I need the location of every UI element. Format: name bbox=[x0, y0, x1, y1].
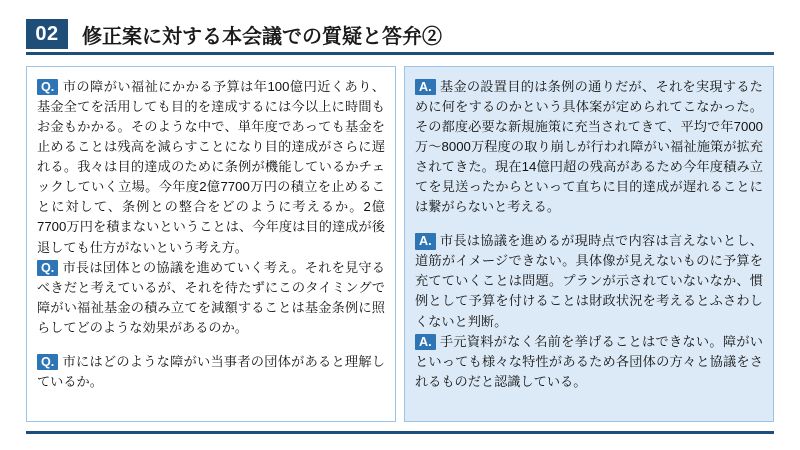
page-title: 修正案に対する本会議での質疑と答弁② bbox=[82, 25, 442, 48]
question-text: 市にはどのような障がい当事者の団体があると理解しているか。 bbox=[37, 353, 385, 389]
answer-item bbox=[415, 77, 763, 217]
answer-text: 基金の設置目的は条例の通りだが、それを実現するために何をするのかという具体案が定められてこなかった。その都度必要な新規施策に充当されてきて、平均で年7000万〜8000万程度の取り崩しが行われ障がい福祉施策が拡充されてきた。現在14億円超の残高があるため今年度積み立てを見送ったからといって直ちに目的達成が遅れることには繋がらないと考える。 bbox=[415, 79, 763, 215]
question-item bbox=[37, 352, 385, 392]
question-tag: Q. bbox=[37, 260, 58, 276]
question-item bbox=[37, 77, 385, 258]
content-columns bbox=[26, 66, 774, 422]
slide-header bbox=[26, 16, 774, 52]
question-text: 市の障がい福祉にかかる予算は年100億円近くあり、基金全てを活用しても目的を達成するには今以上に時間もお金もかかる。そのような中で、単年度であっても基金を止めることは残高を減らすことになり目的達成がさらに遅れる。我々は目的達成のために条例が機能しているかチェックしていく立場。今年度2億7700万円の積立を止めることに対して、条例との整合をどのように考えるか。2億7700万円を積まないということは、今年度は目的達成が後退しても仕方がないという考え方。 bbox=[37, 79, 385, 255]
answer-tag: A. bbox=[415, 233, 436, 249]
questions-column bbox=[26, 66, 396, 422]
header-divider bbox=[26, 52, 774, 55]
answer-item bbox=[415, 332, 763, 392]
footer-divider bbox=[26, 431, 774, 434]
answer-tag: A. bbox=[415, 334, 436, 350]
question-tag: Q. bbox=[37, 354, 58, 370]
section-number-badge: 02 bbox=[26, 19, 68, 49]
answer-tag: A. bbox=[415, 79, 436, 95]
question-text: 市長は団体との協議を進めていく考え。それを見守るべきだと考えているが、それを待たずにこのタイミングで障がい福祉基金の積み立てを減額することは基金条例に照らしてどのような効果があるのか。 bbox=[37, 259, 385, 335]
answer-text: 市長は協議を進めるが現時点で内容は言えないとし、道筋がイメージできない。具体像が見えないものに予算を充てていくことは問題。プランが示されていないなか、慣例として予算を付けることは財政状況を考えるとふさわしくないと判断。 bbox=[415, 233, 763, 329]
question-item bbox=[37, 258, 385, 338]
answers-column bbox=[404, 66, 774, 422]
question-tag: Q. bbox=[37, 79, 58, 95]
answer-text: 手元資料がなく名前を挙げることはできない。障がいといっても様々な特性があるため各団体の方々と協議をされるものだと認識している。 bbox=[415, 333, 763, 389]
answer-item bbox=[415, 231, 763, 331]
